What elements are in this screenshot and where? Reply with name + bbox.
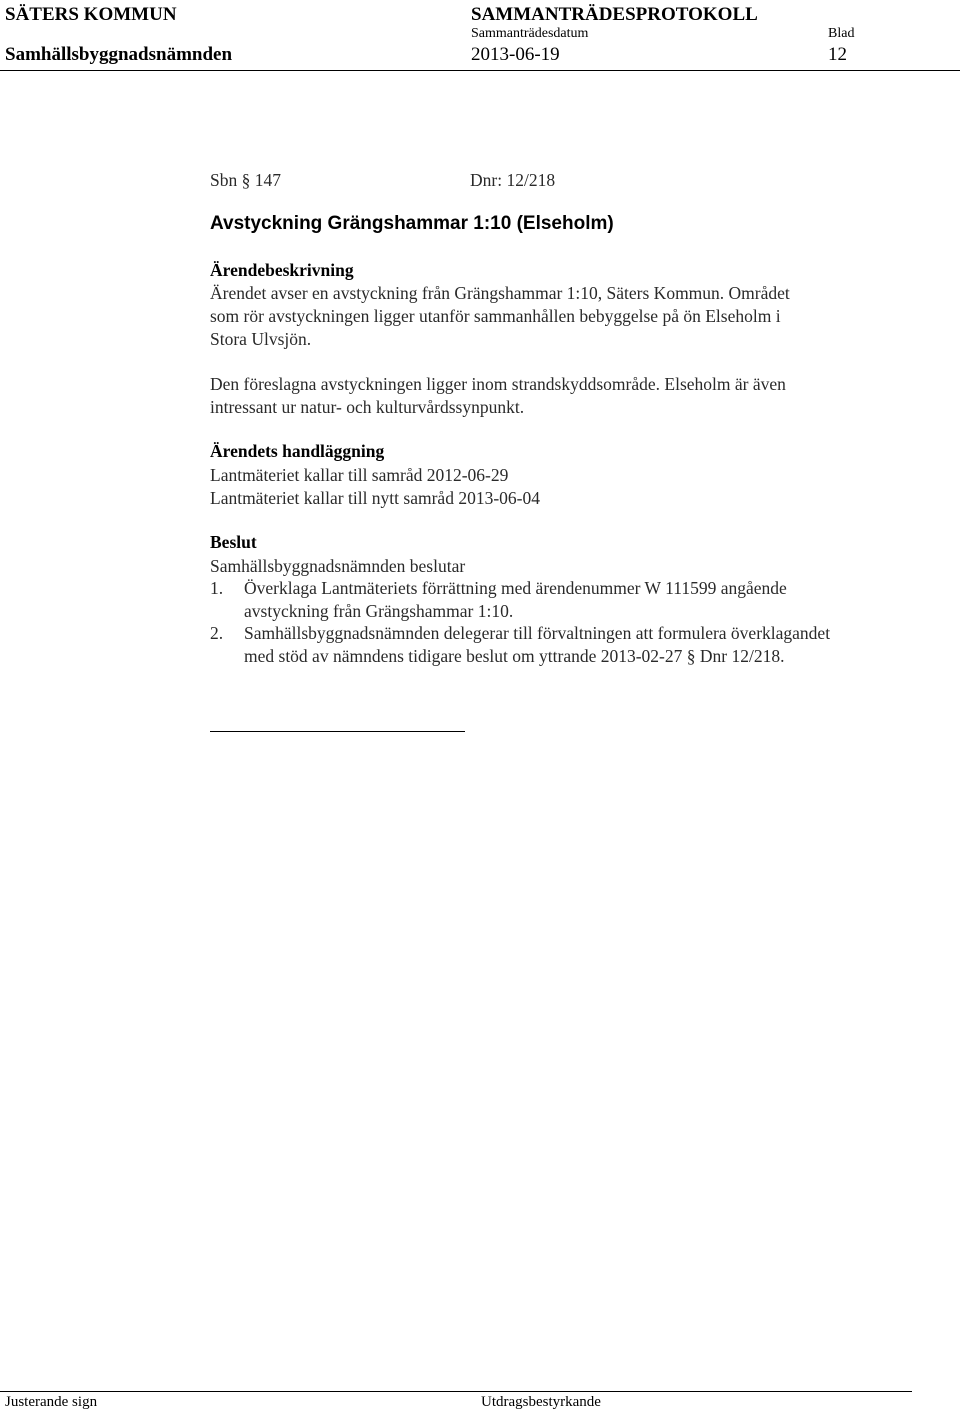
description-p2-line2: intressant ur natur- och kulturvårdssynpunkt. xyxy=(210,397,525,417)
decision-item-2-section-symbol: § xyxy=(686,646,696,666)
decision-intro: Samhällsbyggnadsnämnden beslutar xyxy=(210,556,466,576)
description-p1-line3: Stora Ulvsjön. xyxy=(210,329,312,349)
header-rule xyxy=(0,70,960,71)
handling-heading: Ärendets handläggning xyxy=(210,441,385,461)
description-p2-line1: Den föreslagna avstyckningen ligger inom strandskyddsområde. Elseholm är även xyxy=(210,374,786,394)
section-ref xyxy=(210,169,281,192)
decision-heading: Beslut xyxy=(210,532,257,552)
handling-line2: Lantmäteriet kallar till nytt samråd 2013-06-04 xyxy=(210,488,540,508)
page-label: Blad xyxy=(828,26,855,41)
signature-line xyxy=(210,731,465,732)
decision-item-1-line1: Överklaga Lantmäteriets förrättning med ärendenummer W 111599 angående xyxy=(244,578,787,598)
decision-item-1-line2: avstyckning från Grängshammar 1:10. xyxy=(244,601,514,621)
committee-name: Samhällsbyggnadsnämnden xyxy=(5,44,233,65)
section-prefix: Sbn xyxy=(210,170,238,190)
meeting-date: 2013-06-19 xyxy=(471,44,560,65)
section-symbol: § xyxy=(241,170,251,190)
case-title: Avstyckning Grängshammar 1:10 (Elseholm) xyxy=(210,213,614,234)
footer-utdragsbestyrkande: Utdragsbestyrkande xyxy=(481,1394,601,1410)
handling-line1: Lantmäteriet kallar till samråd 2012-06-29 xyxy=(210,465,509,485)
description-heading: Ärendebeskrivning xyxy=(210,260,354,280)
description-p1-line2: som rör avstyckningen ligger utanför sammanhållen bebyggelse på ön Elseholm i xyxy=(210,306,781,326)
protocol-title: SAMMANTRÄDESPROTOKOLL xyxy=(471,4,758,25)
page-number: 12 xyxy=(828,44,847,65)
date-label: Sammanträdesdatum xyxy=(471,26,589,41)
decision-item-2-number: 2. xyxy=(210,623,224,643)
decision-item-2-line2 xyxy=(244,645,784,668)
dnr: Dnr: 12/218 xyxy=(470,170,556,190)
decision-item-2-line2-text: med stöd av nämndens tidigare beslut om yttrande 2013-02-27 xyxy=(244,646,683,666)
decision-item-1-number: 1. xyxy=(210,578,224,598)
municipality-name: SÄTERS KOMMUN xyxy=(5,4,177,25)
decision-item-2-line1: Samhällsbyggnadsnämnden delegerar till förvaltningen att formulera överklagandet xyxy=(244,623,831,643)
description-p1-line1: Ärendet avser en avstyckning från Grängshammar 1:10, Säters Kommun. Området xyxy=(210,283,790,303)
footer-justerande-sign: Justerande sign xyxy=(5,1394,98,1410)
footer-rule xyxy=(0,1391,912,1392)
section-number: 147 xyxy=(254,170,281,190)
decision-item-2-dnr: Dnr 12/218. xyxy=(699,646,785,666)
